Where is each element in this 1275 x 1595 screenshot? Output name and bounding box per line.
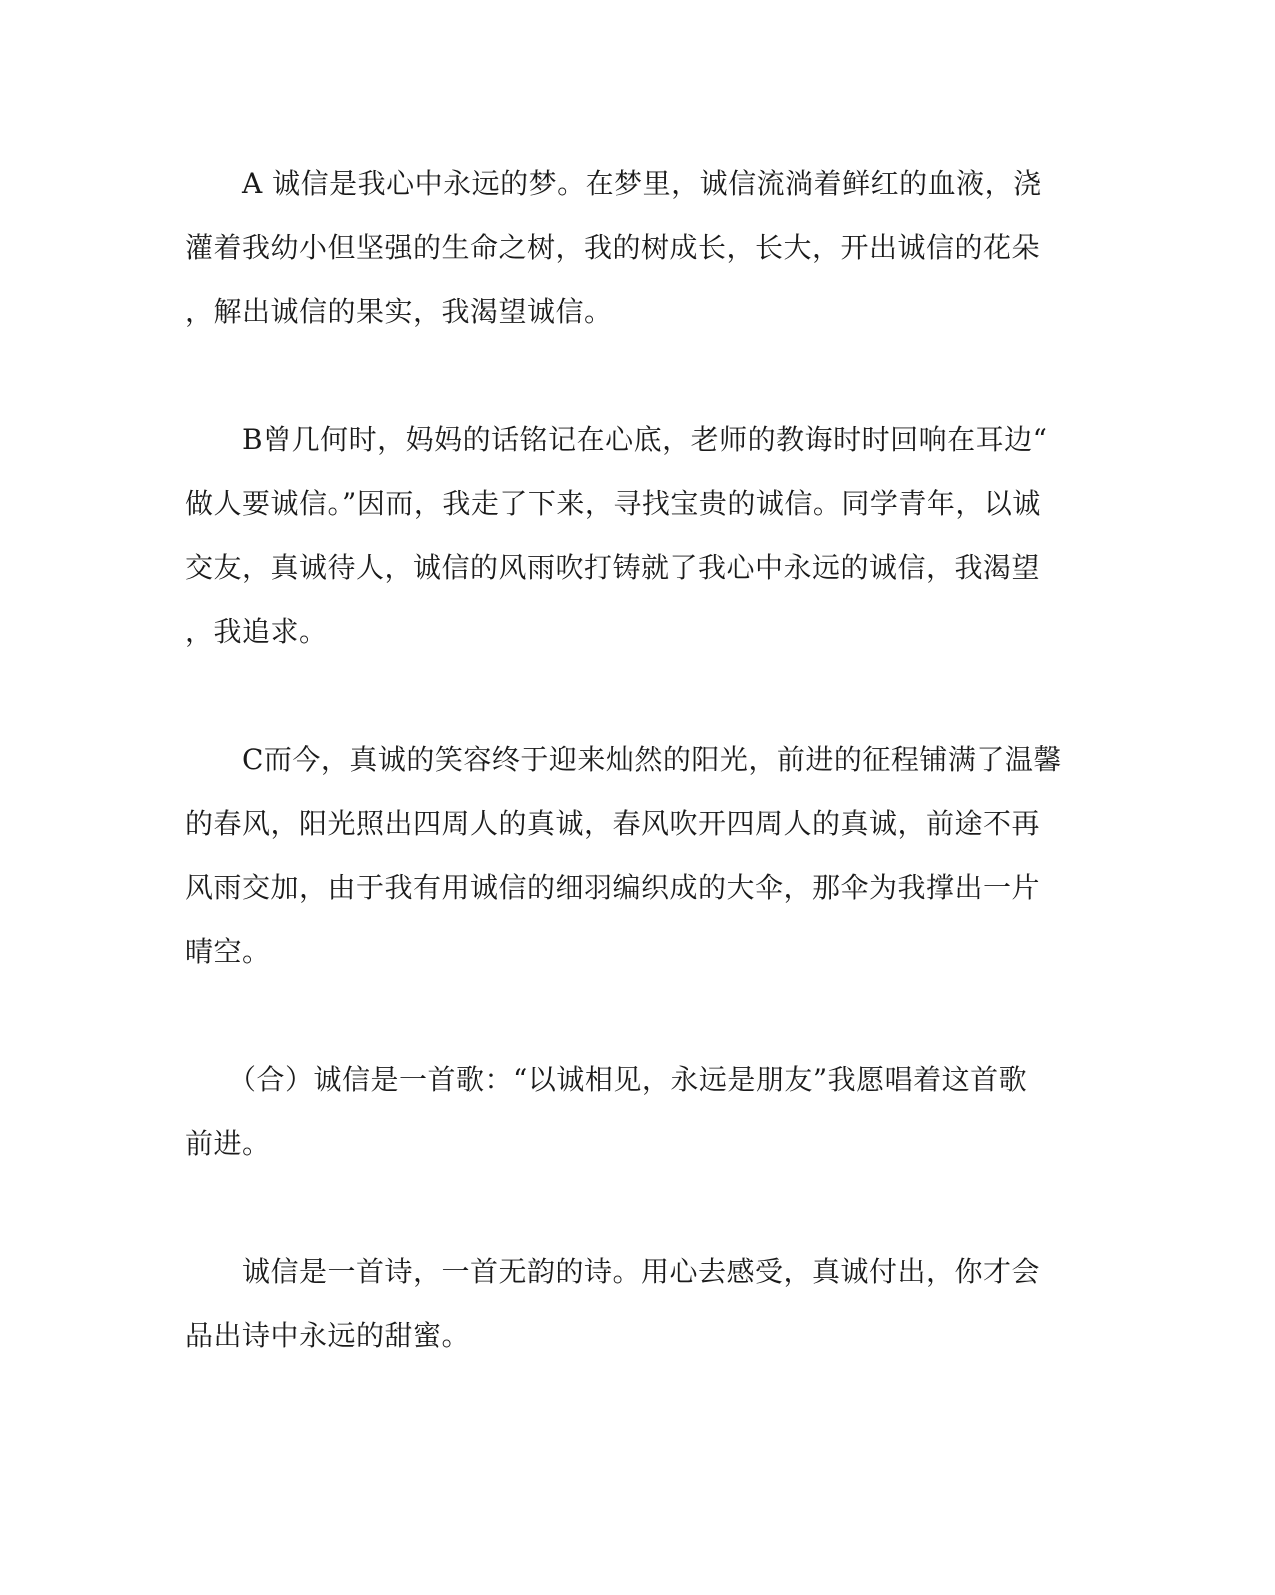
paragraph-c-line-1: C而今，真诚的笑容终于迎来灿然的阳光，前进的征程铺满了温馨 bbox=[185, 743, 1062, 776]
paragraph-he-line-2: 前进。 bbox=[185, 1127, 271, 1160]
paragraph-b-line-2: 做人要诚信。”因而，我走了下来，寻找宝贵的诚信。同学青年，以诚 bbox=[185, 487, 1041, 520]
paragraph-c-line-3: 风雨交加，由于我有用诚信的细羽编织成的大伞，那伞为我撑出一片 bbox=[185, 871, 1041, 904]
paragraph-a-line-2: 灌着我幼小但坚强的生命之树，我的树成长，长大，开出诚信的花朵 bbox=[185, 231, 1041, 264]
paragraph-he-line-1: （合）诚信是一首歌：“以诚相见，永远是朋友”我愿唱着这首歌 bbox=[185, 1063, 1028, 1096]
paragraph-a-line-3: ，解出诚信的果实，我渴望诚信。 bbox=[185, 295, 613, 328]
paragraph-c-line-4: 晴空。 bbox=[185, 935, 271, 968]
paragraph-c-line-2: 的春风，阳光照出四周人的真诚，春风吹开四周人的真诚，前途不再 bbox=[185, 807, 1041, 840]
paragraph-a-line-1: A 诚信是我心中永远的梦。在梦里，诚信流淌着鲜红的血液，浇 bbox=[185, 167, 1042, 200]
paragraph-b-line-3: 交友，真诚待人，诚信的风雨吹打铸就了我心中永远的诚信，我渴望 bbox=[185, 551, 1041, 584]
paragraph-final-line-1: 诚信是一首诗，一首无韵的诗。用心去感受，真诚付出，你才会 bbox=[185, 1255, 1041, 1288]
paragraph-final-line-2: 品出诗中永远的甜蜜。 bbox=[185, 1319, 471, 1352]
paragraph-b-line-1: B曾几何时，妈妈的话铭记在心底，老师的教诲时时回响在耳边“ bbox=[185, 423, 1048, 456]
paragraph-b-line-4: ，我追求。 bbox=[185, 615, 328, 648]
